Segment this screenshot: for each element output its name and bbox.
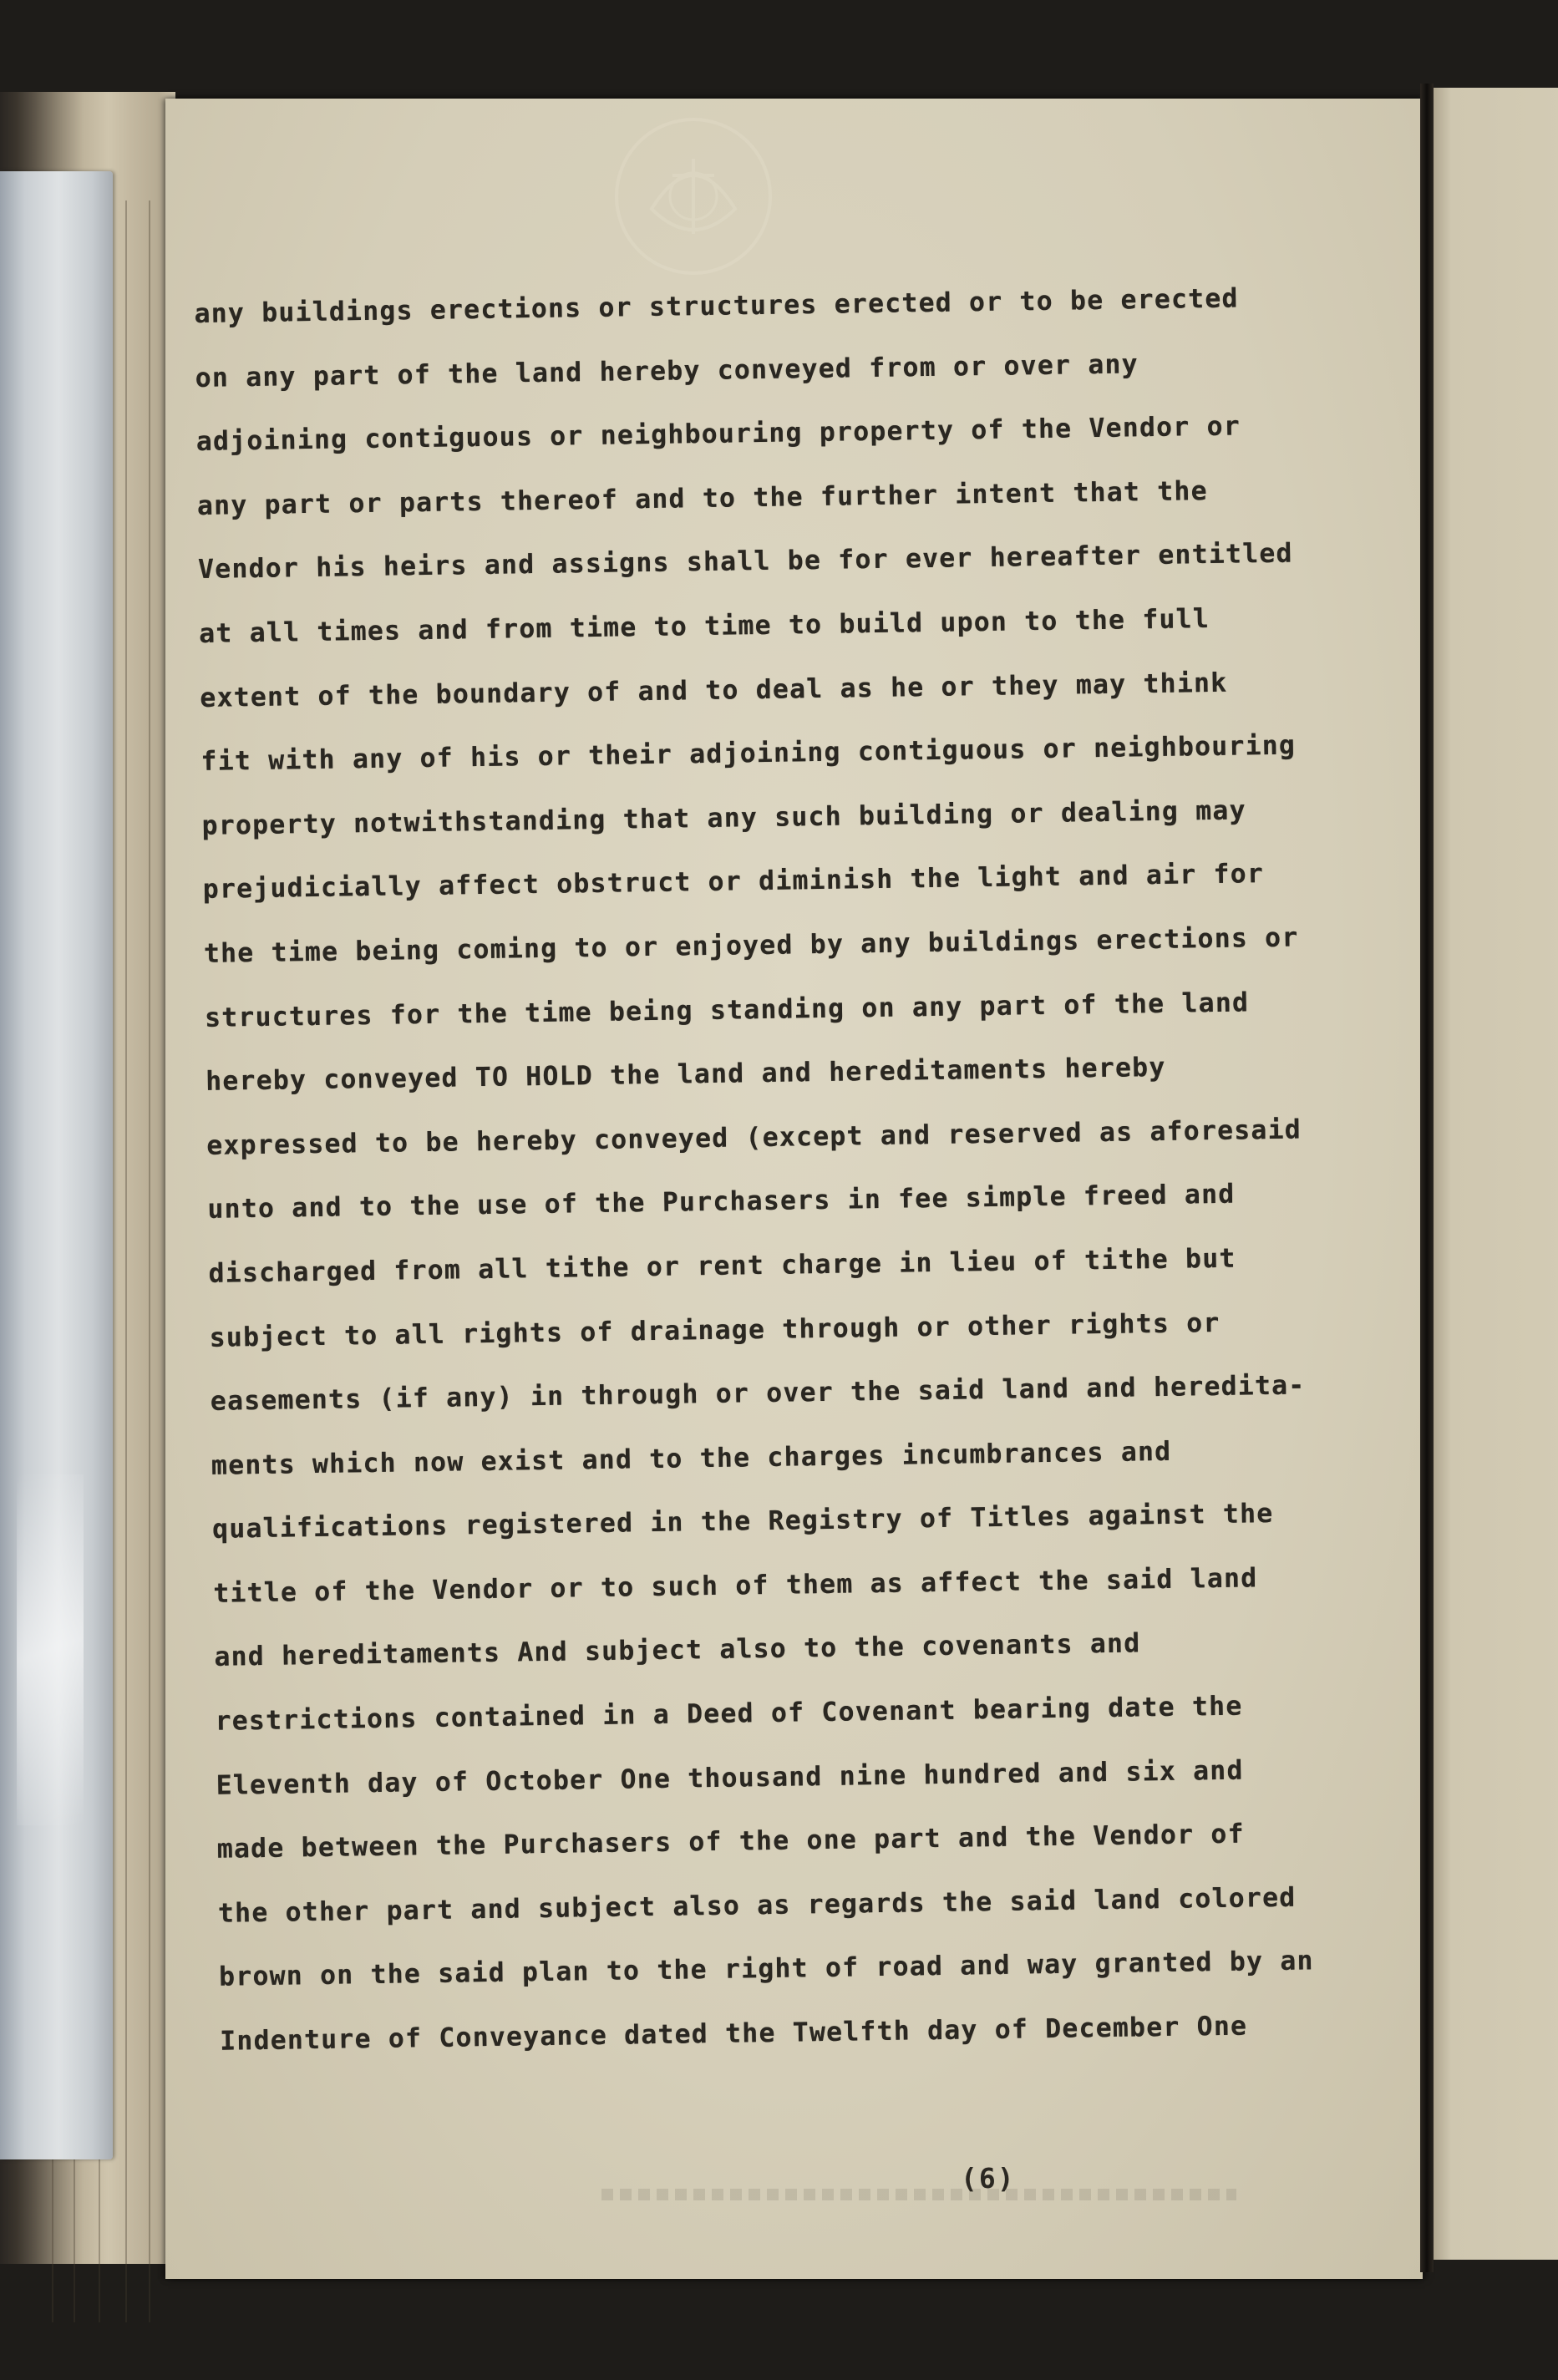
- fabric-binding-tab: [0, 171, 113, 2159]
- text-line: brown on the said plan to the right of road and way granted by an: [218, 1946, 1314, 1993]
- text-line: discharged from all tithe or rent charge in lieu of tithe but: [208, 1243, 1236, 1289]
- text-line: structures for the time being standing on any part of the land: [204, 987, 1250, 1033]
- text-line: restrictions contained in a Deed of Covenant bearing date the: [215, 1691, 1243, 1737]
- text-line: qualifications registered in the Registry of Titles against the: [211, 1499, 1274, 1545]
- text-line: subject to all rights of drainage through or other rights or: [209, 1307, 1221, 1353]
- text-line: Vendor his heirs and assigns shall be for ever hereafter entitled: [197, 538, 1293, 586]
- text-line: fit with any of his or their adjoining contiguous or neighbouring: [200, 730, 1297, 778]
- page-number: (6): [961, 2162, 1016, 2195]
- text-line: Indenture of Conveyance dated the Twelfth day of December One: [219, 2011, 1248, 2057]
- text-line: unto and to the use of the Purchasers in fee simple freed and: [207, 1179, 1236, 1226]
- text-line: the other part and subject also as regards the said land colored: [217, 1882, 1297, 1929]
- page-edge-line: [149, 200, 150, 2322]
- text-line: and hereditaments And subject also to the covenants and: [214, 1628, 1141, 1673]
- text-line: Eleventh day of October One thousand nine hundred and six and: [216, 1755, 1244, 1801]
- text-line: extent of the boundary of and to deal as he or they may think: [200, 667, 1228, 713]
- embossed-seal-icon: [593, 109, 794, 284]
- text-line: prejudicially affect obstruct or diminish the light and air for: [202, 859, 1265, 906]
- text-line: on any part of the land hereby conveyed from or over any: [195, 348, 1139, 393]
- text-line: ments which now exist and to the charges incumbrances and: [211, 1436, 1172, 1481]
- text-line: any buildings erections or structures erected or to be erected: [194, 283, 1239, 329]
- text-line: adjoining contiguous or neighbouring property of the Vendor or: [195, 411, 1241, 458]
- text-line: any part or parts thereof and to the further intent that the: [196, 475, 1208, 521]
- text-line: easements (if any) in through or over the said land and heredita-: [210, 1370, 1306, 1417]
- text-line: expressed to be hereby conveyed (except and reserved as aforesaid: [206, 1114, 1302, 1161]
- text-line: made between the Purchasers of the one part and the Vendor of: [216, 1819, 1246, 1865]
- text-line: hereby conveyed TO HOLD the land and hereditaments hereby: [205, 1052, 1166, 1098]
- text-line: title of the Vendor or to such of them as affect the said land: [213, 1563, 1258, 1609]
- text-line: property notwithstanding that any such building or dealing may: [201, 795, 1247, 841]
- page-edge-line: [125, 200, 127, 2322]
- document-text: [194, 264, 1474, 2074]
- text-line: at all times and from time to time to build upon to the full: [198, 603, 1210, 649]
- show-through-text: [601, 2189, 1236, 2200]
- text-line: the time being coming to or enjoyed by any buildings erections or: [203, 922, 1299, 969]
